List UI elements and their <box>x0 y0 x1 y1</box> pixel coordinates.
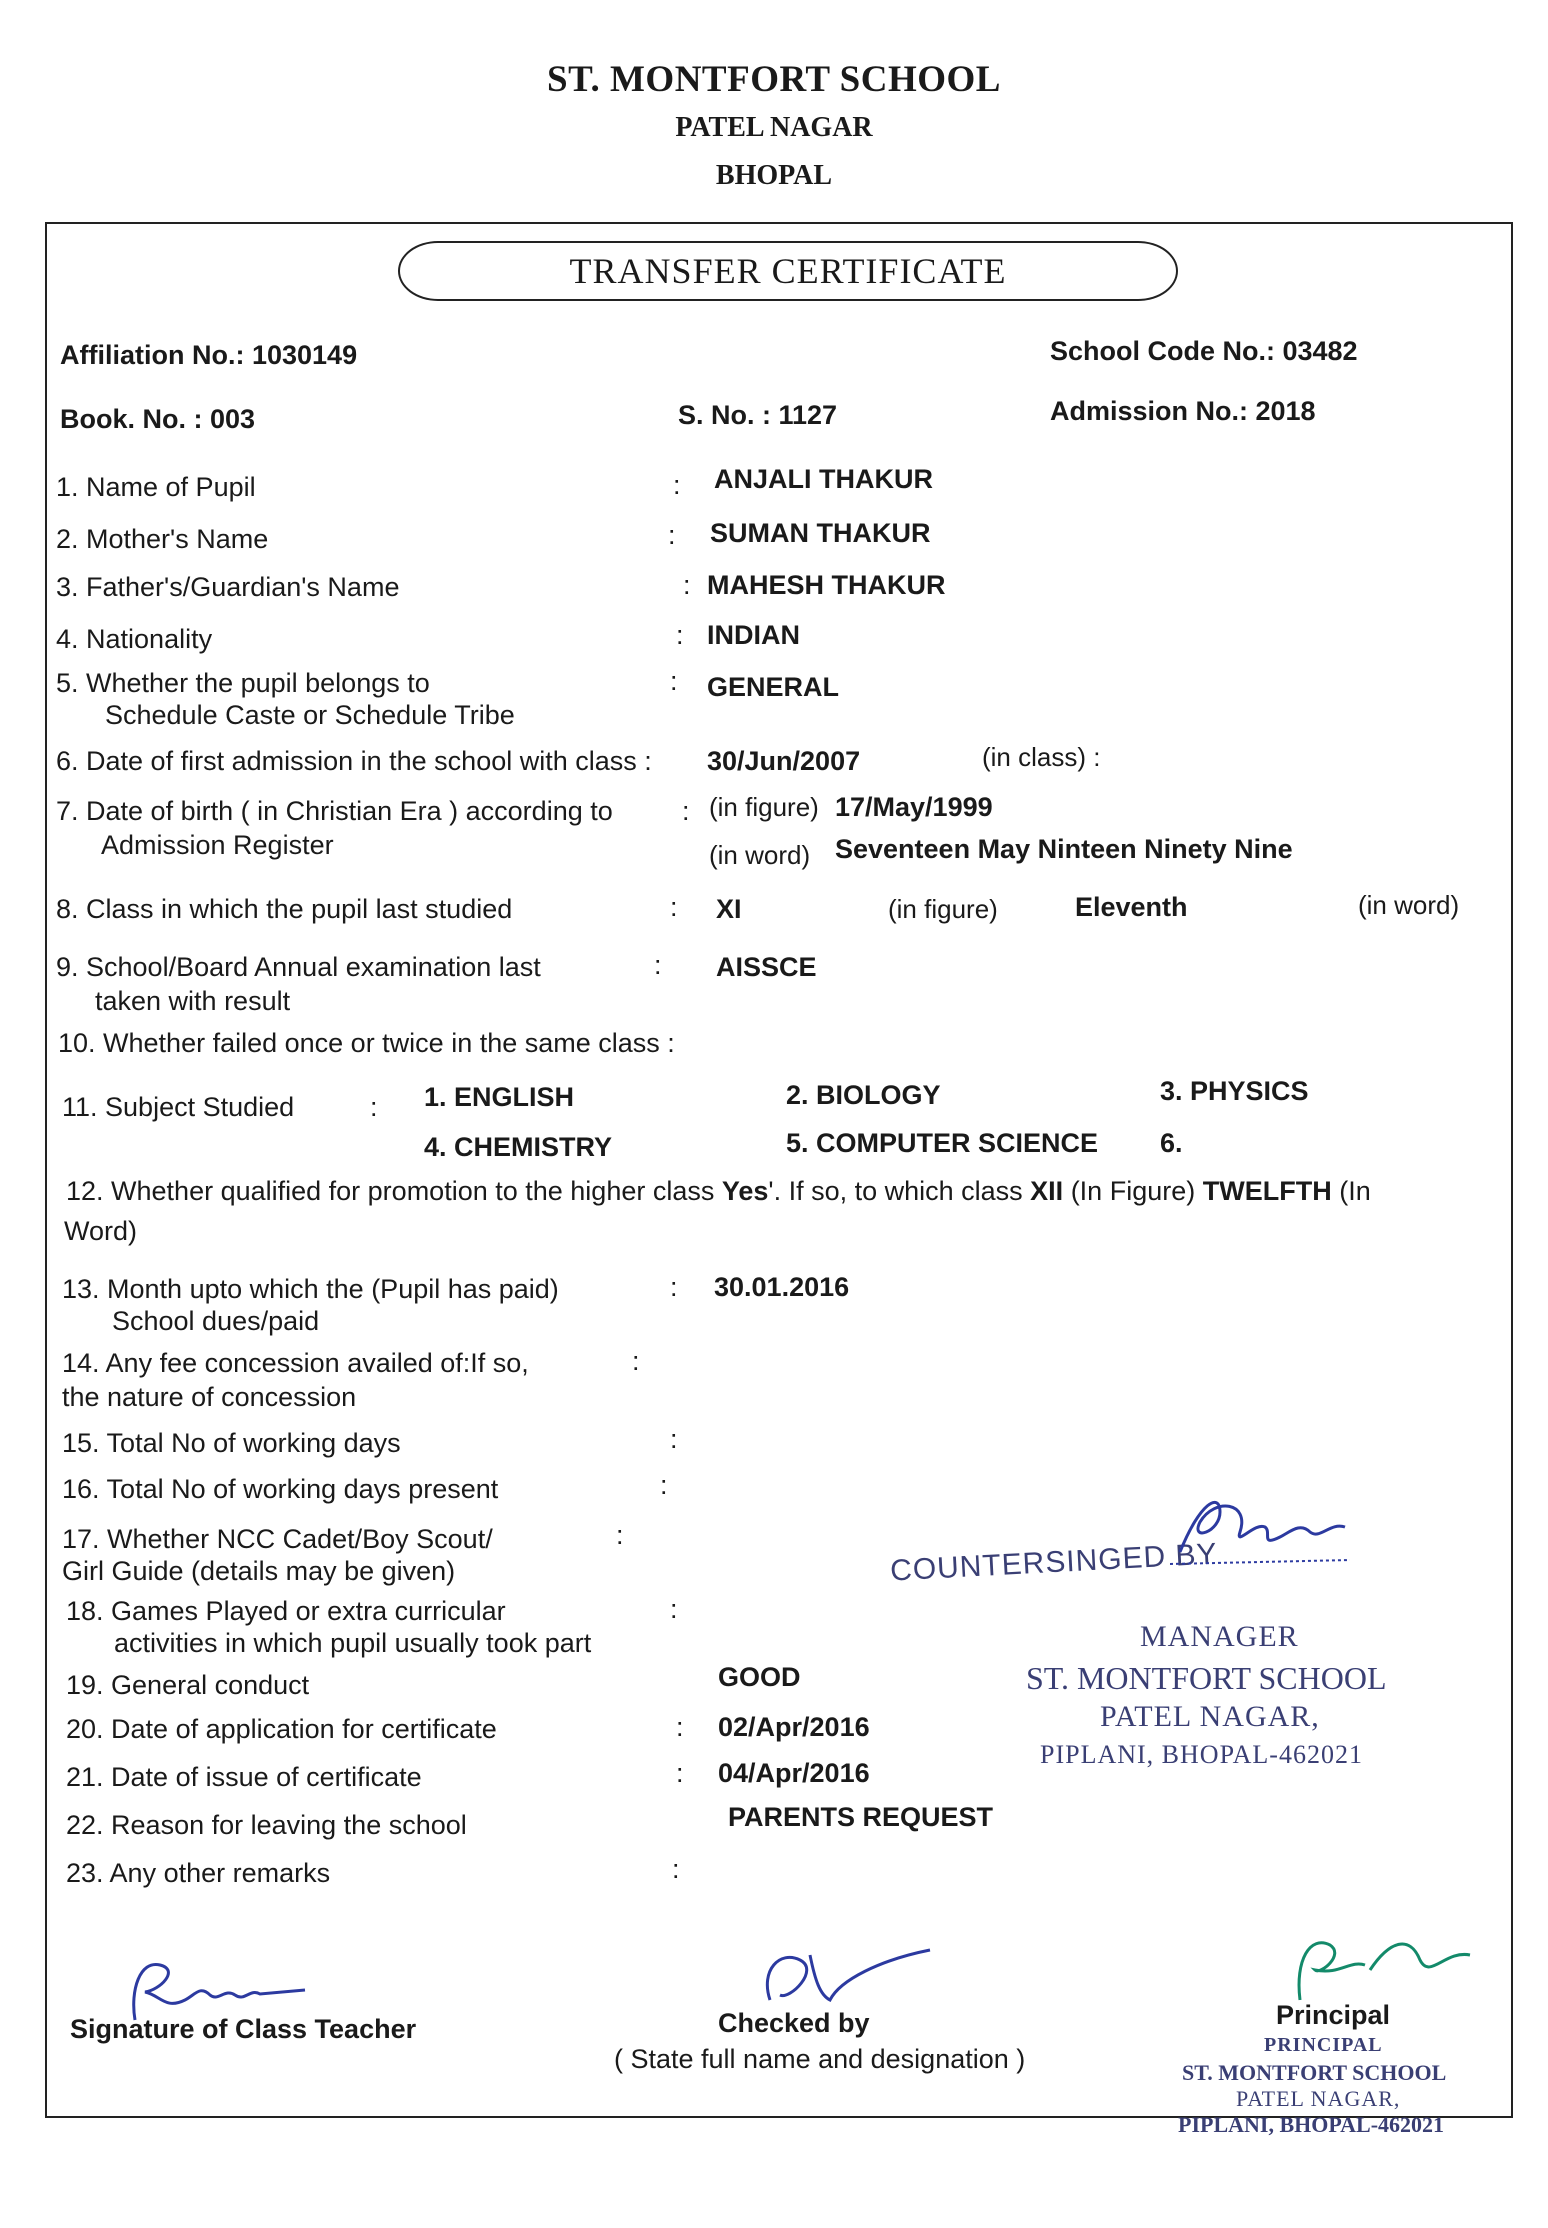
item-12-line2: Word) <box>64 1216 138 1246</box>
item-5-label-line1: 5. Whether the pupil belongs to <box>56 668 430 698</box>
item-14-label-line1: 14. Any fee concession availed of:If so, <box>62 1348 529 1378</box>
checked-by-label: Checked by <box>718 2008 870 2038</box>
item-22-value: PARENTS REQUEST <box>728 1802 994 1832</box>
item-7-word-tag: (in word) <box>709 840 811 870</box>
subject-2: 2. BIOLOGY <box>786 1080 941 1110</box>
manager-school: ST. MONTFORT SCHOOL <box>1026 1660 1387 1696</box>
school-area: PATEL NAGAR <box>675 112 873 143</box>
item-13-value: 30.01.2016 <box>714 1272 850 1302</box>
item-13-label-line2: School dues/paid <box>112 1306 320 1336</box>
item-7-figure-tag: (in figure) <box>709 792 819 822</box>
subject-5: 5. COMPUTER SCIENCE <box>786 1128 1099 1158</box>
item-3-label: 3. Father's/Guardian's Name <box>56 572 400 602</box>
item-12-yes: Yes <box>721 1176 769 1206</box>
item-10-label: 10. Whether failed once or twice in the same class : <box>58 1028 675 1058</box>
affiliation-number: Affiliation No.: 1030149 <box>60 340 358 370</box>
subject-3: 3. PHYSICS <box>1160 1076 1309 1106</box>
item-19-value: GOOD <box>718 1662 801 1692</box>
colon: : <box>673 470 681 500</box>
certificate-title: TRANSFER CERTIFICATE <box>398 241 1178 301</box>
item-16-label: 16. Total No of working days present <box>62 1474 499 1504</box>
colon: : <box>616 1520 624 1550</box>
item-4-label: 4. Nationality <box>56 624 213 654</box>
item-17-label-line2: Girl Guide (details may be given) <box>62 1556 456 1586</box>
principal-signature <box>1280 1920 1480 2010</box>
colon: : <box>682 796 690 826</box>
manager-title: MANAGER <box>1140 1620 1299 1653</box>
item-17-label-line1: 17. Whether NCC Cadet/Boy Scout/ <box>62 1524 493 1554</box>
colon: : <box>670 892 678 922</box>
item-12-part2: '. If so, to which class <box>768 1176 1031 1206</box>
item-22-label: 22. Reason for leaving the school <box>66 1810 467 1840</box>
item-12-word: TWELFTH <box>1202 1176 1332 1206</box>
colon: : <box>676 620 684 650</box>
item-8-label: 8. Class in which the pupil last studied <box>56 894 513 924</box>
item-21-label: 21. Date of issue of certificate <box>66 1762 422 1792</box>
item-13-label-line1: 13. Month upto which the (Pupil has paid) <box>62 1274 559 1304</box>
item-12-part1: 12. Whether qualified for promotion to the higher class <box>66 1176 722 1206</box>
item-3-value: MAHESH THAKUR <box>707 570 946 600</box>
item-5-value: GENERAL <box>707 672 840 702</box>
principal-stamp-title: PRINCIPAL <box>1264 2034 1383 2056</box>
school-code: School Code No.: 03482 <box>1050 336 1358 366</box>
item-1-label: 1. Name of Pupil <box>56 472 256 502</box>
principal-label: Principal <box>1276 2000 1391 2030</box>
item-9-value: AISSCE <box>716 952 817 982</box>
item-12-text <box>66 1176 1371 1207</box>
manager-address: PIPLANI, BHOPAL-462021 <box>1040 1740 1363 1769</box>
colon: : <box>670 1594 678 1624</box>
item-7-word-value: Seventeen May Ninteen Ninety Nine <box>835 834 1293 864</box>
principal-stamp-school: ST. MONTFORT SCHOOL <box>1182 2060 1447 2085</box>
class-teacher-label: Signature of Class Teacher <box>70 2014 417 2044</box>
checked-by-note: ( State full name and designation ) <box>614 2044 1026 2074</box>
colon: : <box>683 570 691 600</box>
colon: : <box>632 1346 640 1376</box>
item-6-class-tag: (in class) : <box>982 742 1101 772</box>
principal-stamp-area: PATEL NAGAR, <box>1236 2086 1401 2111</box>
item-4-value: INDIAN <box>707 620 800 650</box>
item-5-label-line2: Schedule Caste or Schedule Tribe <box>105 700 515 730</box>
colon: : <box>670 666 678 696</box>
item-6-label: 6. Date of first admission in the school with class : <box>56 746 652 776</box>
colon: : <box>668 520 676 550</box>
subject-6: 6. <box>1160 1128 1183 1158</box>
item-18-label-line2: activities in which pupil usually took part <box>114 1628 592 1658</box>
item-12-part3: (In Figure) <box>1063 1176 1203 1206</box>
colon: : <box>654 950 662 980</box>
subject-4: 4. CHEMISTRY <box>424 1132 613 1162</box>
item-6-value: 30/Jun/2007 <box>707 746 861 776</box>
item-21-value: 04/Apr/2016 <box>718 1758 870 1788</box>
book-number: Book. No. : 003 <box>60 404 256 434</box>
colon: : <box>670 1272 678 1302</box>
colon: : <box>672 1854 680 1884</box>
colon: : <box>370 1092 378 1122</box>
item-20-label: 20. Date of application for certificate <box>66 1714 497 1744</box>
item-2-value: SUMAN THAKUR <box>710 518 931 548</box>
item-8-figure-tag: (in figure) <box>888 894 998 924</box>
item-8-word-value: Eleventh <box>1075 892 1188 922</box>
colon: : <box>676 1758 684 1788</box>
colon: : <box>670 1424 678 1454</box>
item-14-label-line2: the nature of concession <box>62 1382 357 1412</box>
item-7-label-line1: 7. Date of birth ( in Christian Era ) according to <box>56 796 613 826</box>
item-8-figure-value: XI <box>716 894 742 924</box>
serial-number: S. No. : 1127 <box>678 400 838 430</box>
admission-number: Admission No.: 2018 <box>1050 396 1316 426</box>
item-23-label: 23. Any other remarks <box>66 1858 331 1888</box>
countersigned-stamp: COUNTERSINGED BY <box>889 1537 1219 1588</box>
countersign-signature <box>1160 1482 1360 1572</box>
item-1-value: ANJALI THAKUR <box>714 464 933 494</box>
item-15-label: 15. Total No of working days <box>62 1428 401 1458</box>
item-7-label-line2: Admission Register <box>101 830 334 860</box>
item-12-class: XII <box>1030 1176 1064 1206</box>
colon: : <box>676 1712 684 1742</box>
school-city: BHOPAL <box>715 160 833 191</box>
item-12-part4: (In <box>1331 1176 1371 1206</box>
item-18-label-line1: 18. Games Played or extra curricular <box>66 1596 506 1626</box>
item-9-label-line2: taken with result <box>95 986 291 1016</box>
item-9-label-line1: 9. School/Board Annual examination last <box>56 952 541 982</box>
item-19-label: 19. General conduct <box>66 1670 310 1700</box>
item-8-word-tag: (in word) <box>1358 890 1460 920</box>
subject-1: 1. ENGLISH <box>424 1082 575 1112</box>
item-20-value: 02/Apr/2016 <box>718 1712 870 1742</box>
manager-area: PATEL NAGAR, <box>1100 1700 1320 1733</box>
principal-stamp-address: PIPLANI, BHOPAL-462021 <box>1178 2112 1445 2137</box>
school-name: ST. MONTFORT SCHOOL <box>547 59 1001 100</box>
item-2-label: 2. Mother's Name <box>56 524 269 554</box>
colon: : <box>660 1470 668 1500</box>
item-7-figure-value: 17/May/1999 <box>835 792 993 822</box>
item-11-label: 11. Subject Studied <box>62 1092 295 1122</box>
